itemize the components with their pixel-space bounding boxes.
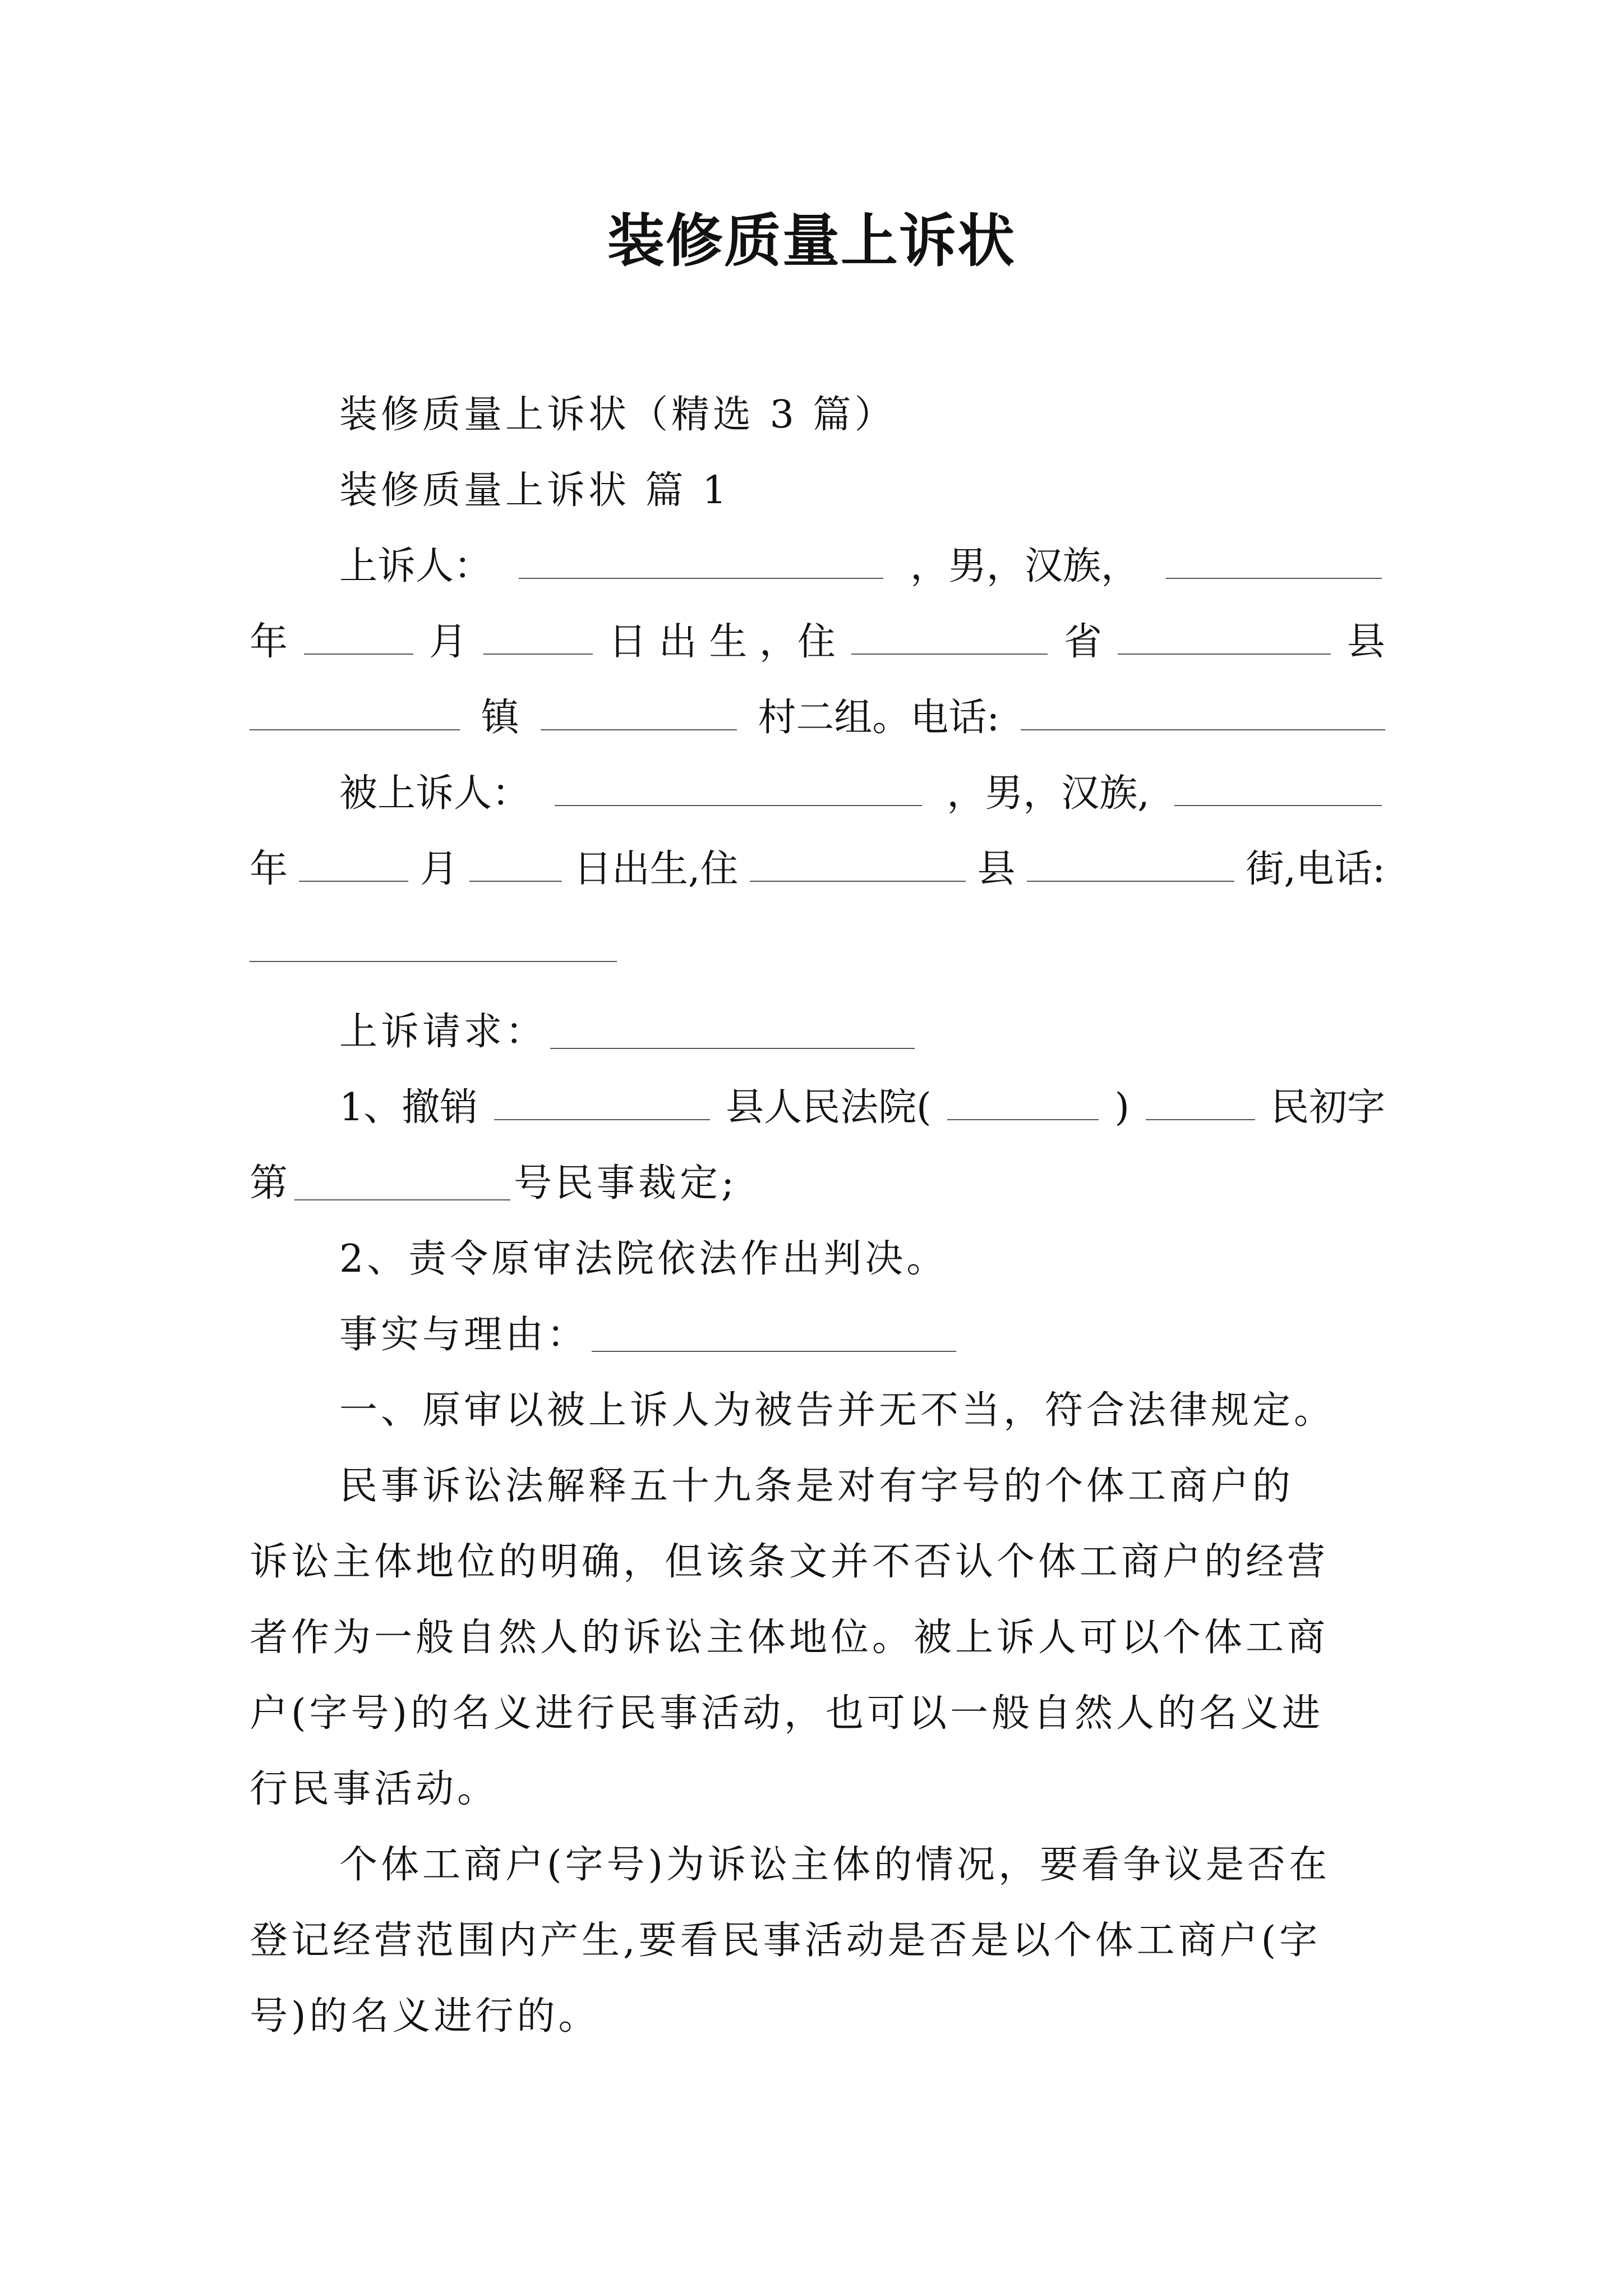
item1-part-e: 第 <box>250 1161 292 1205</box>
facts-paragraph-2-line-4: 户(字号)的名义进行民事活动，也可以一般自然人的名义进 <box>250 1691 1324 1736</box>
request-line <box>339 1004 1385 1060</box>
county-label: 县 <box>977 847 1016 891</box>
facts-paragraph-2-line-5: 行民事活动。 <box>250 1767 499 1811</box>
year-code-blank <box>947 1080 1099 1120</box>
request-item-2: 2、责令原审法院依法作出判决。 <box>339 1237 948 1281</box>
year-label: 年 <box>250 847 288 891</box>
village-phone-label: 村二组。电话: <box>758 696 1000 740</box>
appellee-street-blank <box>1027 841 1234 882</box>
appellee-year-blank <box>1174 766 1382 806</box>
appellee-phone-blank <box>250 922 617 962</box>
facts-paragraph-2-line-3: 者作为一般自然人的诉讼主体地位。被上诉人可以个体工商 <box>250 1616 1329 1660</box>
appellant-label: 上诉人： <box>339 544 492 588</box>
facts-paragraph-3-line-2: 登记经营范围内产生,要看民事活动是否是以个体工商户(字 <box>250 1918 1321 1963</box>
appellant-phone-blank <box>1021 690 1385 730</box>
appellant-day-blank <box>483 614 593 655</box>
appellee-line-1 <box>339 766 1385 822</box>
province-label: 省 <box>1063 620 1102 664</box>
county-label: 县 <box>1347 620 1385 664</box>
appellant-county-blank <box>1118 614 1331 655</box>
appellant-village-blank <box>541 690 737 730</box>
facts-paragraph-2-line-2: 诉讼主体地位的明确，但该条文并不否认个体工商户的经营 <box>250 1540 1329 1584</box>
facts-blank <box>592 1312 956 1352</box>
appellant-line-3 <box>250 690 1385 746</box>
birth-label: 日出生,住 <box>573 847 739 891</box>
appellant-province-blank <box>851 614 1048 655</box>
appellee-label: 被上诉人： <box>339 771 531 816</box>
request-item-1 <box>339 1080 1385 1136</box>
town-label: 镇 <box>481 696 519 740</box>
facts-paragraph-2-line-1: 民事诉讼法解释五十九条是对有字号的个体工商户的 <box>339 1464 1294 1508</box>
appellant-line-1 <box>339 539 1385 595</box>
case-number-blank <box>294 1160 510 1200</box>
appellant-year-blank <box>1166 539 1382 579</box>
section-heading: 装修质量上诉状 篇 1 <box>339 468 730 513</box>
appellant-town-blank <box>250 690 460 730</box>
appellee-line-3 <box>250 917 1385 973</box>
case-code-blank <box>1146 1080 1255 1120</box>
item1-part-c: ) <box>1114 1085 1130 1130</box>
appellant-month-blank <box>304 614 413 655</box>
facts-paragraph-1: 一、原审以被上诉人为被告并无不当，符合法律规定。 <box>339 1388 1336 1433</box>
facts-label: 事实与理由： <box>339 1313 589 1357</box>
court-blank <box>494 1080 710 1120</box>
appellee-info: ，男，汉族, <box>947 771 1150 816</box>
facts-line <box>339 1307 1385 1363</box>
appellant-line-2 <box>250 614 1385 670</box>
document-title: 装修质量上诉状 <box>607 208 1016 275</box>
request-label: 上诉请求： <box>339 1010 547 1054</box>
item1-part-b: 县人民法院( <box>726 1085 932 1130</box>
appellee-month-blank <box>299 841 408 882</box>
request-item-1-cont <box>250 1156 1385 1212</box>
street-phone-label: 街,电话: <box>1246 847 1385 891</box>
month-label: 月 <box>429 620 468 664</box>
year-label: 年 <box>250 620 288 664</box>
appellee-day-blank <box>469 841 562 882</box>
item1-part-d: 民初字 <box>1270 1085 1385 1130</box>
request-blank <box>550 1009 915 1049</box>
appellant-info: ，男，汉族， <box>910 544 1139 588</box>
item1-part-f: 号民事裁定; <box>514 1161 737 1205</box>
birth-label: 日 出 生 ，住 <box>608 620 836 664</box>
subtitle: 装修质量上诉状（精选 3 篇） <box>339 393 896 437</box>
facts-paragraph-3-line-3: 号)的名义进行的。 <box>250 1994 600 2039</box>
facts-paragraph-3-line-1: 个体工商户(字号)为诉讼主体的情况，要看争议是否在 <box>339 1843 1331 1887</box>
appellant-name-blank <box>519 539 883 579</box>
month-label: 月 <box>419 847 458 891</box>
appellee-county-blank <box>750 841 966 882</box>
appellee-line-2 <box>250 841 1385 898</box>
item1-part-a: 1、撤销 <box>339 1085 478 1130</box>
appellee-name-blank <box>555 766 922 806</box>
